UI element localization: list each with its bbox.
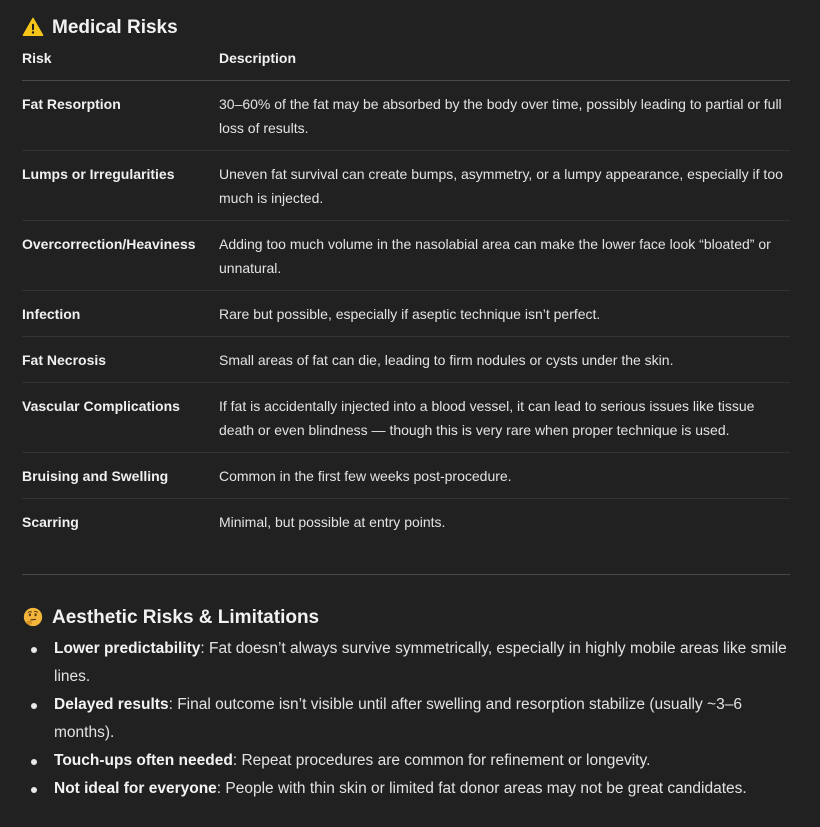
table-row: [22, 81, 790, 151]
risk-description: Uneven fat survival can create bumps, asymmetry, or a lumpy appearance, especially if too much is injected.: [219, 151, 790, 221]
risk-name: Overcorrection/Heaviness: [22, 221, 219, 291]
medical-risks-table: [22, 50, 790, 544]
table-row: [22, 337, 790, 383]
medical-risks-heading: [22, 13, 790, 43]
risk-name: Infection: [22, 291, 219, 337]
list-item: [22, 775, 790, 803]
thinking-face-icon: [22, 606, 44, 628]
bullet-icon: [31, 787, 37, 793]
risk-name: Fat Necrosis: [22, 337, 219, 383]
column-header-risk: Risk: [22, 50, 219, 81]
column-header-description: Description: [219, 50, 790, 81]
risk-description: 30–60% of the fat may be absorbed by the body over time, possibly leading to partial or full loss of results.: [219, 81, 790, 151]
risk-description: If fat is accidentally injected into a blood vessel, it can lead to serious issues like tissue death or even blindness — though this is very rare when proper technique is used.: [219, 383, 790, 453]
risk-name: Lumps or Irregularities: [22, 151, 219, 221]
risk-description: Rare but possible, especially if aseptic technique isn’t perfect.: [219, 291, 790, 337]
risk-description: Minimal, but possible at entry points.: [219, 514, 446, 530]
response-content: [22, 0, 790, 803]
list-item: [22, 691, 790, 747]
list-item: [22, 635, 790, 691]
table-row: [22, 221, 790, 291]
table-row: [22, 291, 790, 337]
list-item-term: Delayed results: [54, 696, 169, 713]
table-row: [22, 151, 790, 221]
bullet-icon: [31, 703, 37, 709]
risk-name: Vascular Complications: [22, 383, 219, 453]
table-row: [22, 499, 790, 545]
list-item-text: : Fat doesn’t always survive symmetrically, especially in highly mobile areas like smile lines.: [54, 640, 787, 685]
risk-name: Scarring: [22, 514, 79, 530]
list-item: [22, 747, 790, 775]
risk-description: Small areas of fat can die, leading to firm nodules or cysts under the skin.: [219, 337, 790, 383]
list-item-term: Touch-ups often needed: [54, 752, 233, 769]
medical-risks-title: Medical Risks: [52, 17, 178, 38]
list-item-text: : Repeat procedures are common for refinement or longevity.: [232, 752, 651, 769]
list-item-term: Not ideal for everyone: [54, 780, 217, 797]
risk-name: Bruising and Swelling: [22, 453, 219, 499]
bullet-icon: [31, 647, 37, 653]
risk-description: Adding too much volume in the nasolabial area can make the lower face look “bloated” or unnatural.: [219, 221, 790, 291]
aesthetic-risks-heading: [22, 603, 790, 633]
risk-description: Common in the first few weeks post-procedure.: [219, 453, 790, 499]
table-header-row: [22, 50, 790, 81]
aesthetic-limitations-list: [22, 635, 790, 803]
aesthetic-risks-title: Aesthetic Risks & Limitations: [52, 607, 320, 628]
list-item-text: : People with thin skin or limited fat donor areas may not be great candidates.: [216, 780, 747, 797]
list-item-text: : Final outcome isn’t visible until after swelling and resorption stabilize (usually ~3–6 months).: [54, 696, 742, 741]
bullet-icon: [31, 759, 37, 765]
list-item-term: Lower predictability: [54, 640, 201, 657]
warning-icon: [22, 16, 44, 38]
risk-name: Fat Resorption: [22, 81, 219, 151]
section-divider: [22, 574, 790, 575]
table-row: [22, 383, 790, 453]
table-row: [22, 453, 790, 499]
